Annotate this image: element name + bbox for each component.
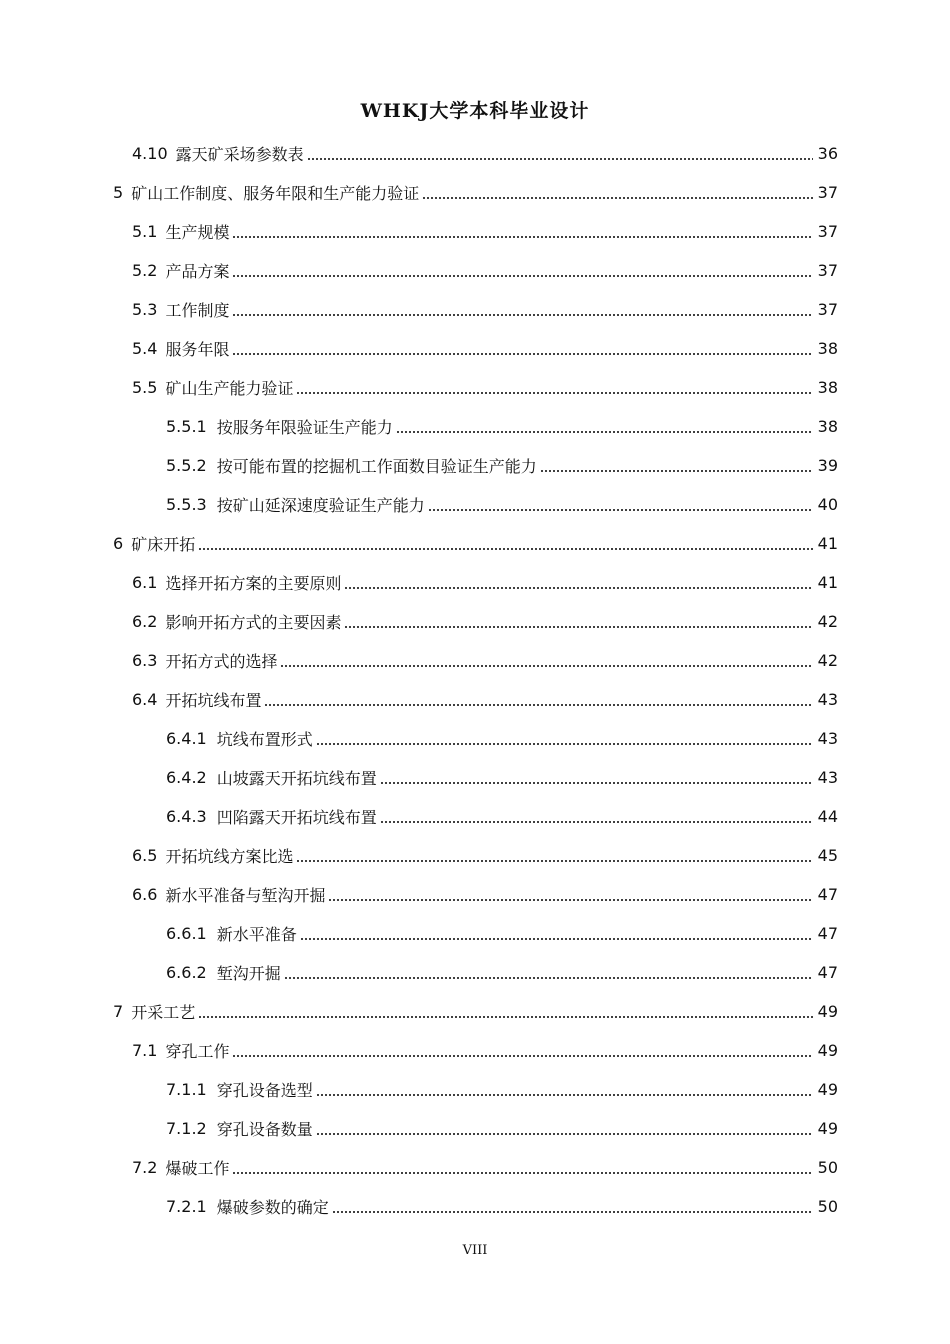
toc-entry-title: 工作制度 — [165, 300, 230, 320]
toc-entry-page: 47 — [817, 884, 838, 904]
toc-entry[interactable] — [166, 918, 838, 948]
toc-entry-page: 42 — [817, 650, 838, 670]
toc-entry[interactable] — [132, 879, 838, 909]
toc-entry-page: 44 — [817, 806, 838, 826]
toc-entry[interactable] — [132, 255, 838, 285]
toc-entry[interactable] — [132, 138, 838, 168]
toc-dot-leader — [296, 372, 813, 402]
toc-entry-number: 7.1 — [132, 1040, 158, 1060]
toc-entry[interactable] — [132, 333, 838, 363]
toc-entry[interactable] — [132, 1035, 838, 1065]
toc-entry-title: 按可能布置的挖掘机工作面数目验证生产能力 — [216, 456, 537, 476]
toc-entry-number: 5.3 — [132, 299, 158, 319]
toc-dot-leader — [307, 138, 813, 168]
toc-entry-page: 39 — [817, 455, 838, 475]
toc-dot-leader — [280, 645, 813, 675]
toc-entry-title: 开拓方式的选择 — [165, 651, 278, 671]
toc-entry[interactable] — [132, 294, 838, 324]
toc-dot-leader — [396, 411, 813, 441]
toc-dot-leader — [344, 606, 813, 636]
toc-entry-title: 堑沟开掘 — [216, 963, 281, 983]
toc-entry-number: 6.2 — [132, 611, 158, 631]
toc-entry-number: 6.4.2 — [166, 767, 207, 787]
toc-dot-leader — [380, 762, 813, 792]
toc-dot-leader — [540, 450, 813, 480]
toc-entry[interactable] — [132, 1152, 838, 1182]
toc-entry[interactable] — [166, 450, 838, 480]
toc-entry-page: 37 — [817, 260, 838, 280]
toc-entry-title: 坑线布置形式 — [216, 729, 313, 749]
toc-entry-number: 6.4.1 — [166, 728, 207, 748]
toc-entry-title: 产品方案 — [165, 261, 230, 281]
toc-entry-page: 42 — [817, 611, 838, 631]
toc-entry-title: 新水平准备 — [216, 924, 297, 944]
toc-dot-leader — [344, 567, 813, 597]
toc-dot-leader — [300, 918, 813, 948]
toc-entry-page: 43 — [817, 767, 838, 787]
toc-dot-leader — [284, 957, 813, 987]
toc-dot-leader — [232, 255, 813, 285]
toc-dot-leader — [316, 723, 813, 753]
toc-entry-title: 凹陷露天开拓坑线布置 — [216, 807, 377, 827]
toc-entry-title: 矿山生产能力验证 — [165, 378, 294, 398]
toc-entry[interactable] — [113, 996, 838, 1026]
toc-entry[interactable] — [166, 489, 838, 519]
toc-entry-page: 40 — [817, 494, 838, 514]
toc-entry-page: 43 — [817, 728, 838, 748]
toc-entry-number: 7 — [113, 1001, 124, 1021]
toc-entry-title: 爆破工作 — [165, 1158, 230, 1178]
toc-entry[interactable] — [132, 606, 838, 636]
toc-entry-title: 新水平准备与堑沟开掘 — [165, 885, 326, 905]
toc-entry-number: 7.1.2 — [166, 1118, 207, 1138]
toc-entry-number: 5.5 — [132, 377, 158, 397]
toc-entry-title: 影响开拓方式的主要因素 — [165, 612, 342, 632]
toc-entry-page: 38 — [817, 338, 838, 358]
toc-entry-title: 穿孔设备数量 — [216, 1119, 313, 1139]
toc-dot-leader — [232, 1152, 813, 1182]
toc-entry[interactable] — [166, 723, 838, 753]
toc-entry-number: 6.6 — [132, 884, 158, 904]
toc-dot-leader — [428, 489, 813, 519]
toc-entry-number: 5.4 — [132, 338, 158, 358]
toc-entry-number: 5.1 — [132, 221, 158, 241]
toc-entry-page: 49 — [817, 1079, 838, 1099]
toc-entry-number: 6.1 — [132, 572, 158, 592]
toc-entry-page: 50 — [817, 1157, 838, 1177]
toc-entry[interactable] — [166, 801, 838, 831]
toc-entry-page: 37 — [817, 182, 838, 202]
toc-entry[interactable] — [166, 1191, 838, 1221]
toc-dot-leader — [380, 801, 813, 831]
toc-entry-page: 47 — [817, 923, 838, 943]
toc-dot-leader — [328, 879, 813, 909]
toc-entry-page: 41 — [817, 533, 838, 553]
toc-entry[interactable] — [166, 1113, 838, 1143]
toc-entry-page: 37 — [817, 221, 838, 241]
toc-entry-page: 36 — [817, 143, 838, 163]
toc-entry-number: 7.1.1 — [166, 1079, 207, 1099]
toc-entry-number: 6.4 — [132, 689, 158, 709]
toc-entry[interactable] — [132, 645, 838, 675]
page-header-title: WHKJ大学本科毕业设计 — [360, 100, 590, 122]
toc-entry[interactable] — [132, 216, 838, 246]
toc-dot-leader — [422, 177, 813, 207]
toc-entry-page: 38 — [817, 416, 838, 436]
toc-entry-page: 49 — [817, 1118, 838, 1138]
toc-entry-number: 6.5 — [132, 845, 158, 865]
toc-entry[interactable] — [166, 1074, 838, 1104]
toc-dot-leader — [316, 1113, 813, 1143]
toc-entry-page: 45 — [817, 845, 838, 865]
toc-entry-number: 6.3 — [132, 650, 158, 670]
toc-entry-number: 5 — [113, 182, 124, 202]
toc-entry-title: 矿山工作制度、服务年限和生产能力验证 — [131, 183, 420, 203]
toc-entry-title: 爆破参数的确定 — [216, 1197, 329, 1217]
toc-entry-page: 50 — [817, 1196, 838, 1216]
toc-entry[interactable] — [132, 372, 838, 402]
toc-dot-leader — [316, 1074, 813, 1104]
toc-entry-title: 开拓坑线方案比选 — [165, 846, 294, 866]
toc-entry-title: 穿孔工作 — [165, 1041, 230, 1061]
toc-entry-number: 7.2.1 — [166, 1196, 207, 1216]
toc-entry-number: 4.10 — [132, 143, 168, 163]
toc-dot-leader — [198, 528, 813, 558]
toc-entry-number: 6.4.3 — [166, 806, 207, 826]
toc-entry-title: 穿孔设备选型 — [216, 1080, 313, 1100]
toc-entry-number: 5.5.2 — [166, 455, 207, 475]
toc-entry-number: 5.5.1 — [166, 416, 207, 436]
toc-entry-title: 按服务年限验证生产能力 — [216, 417, 393, 437]
toc-dot-leader — [296, 840, 813, 870]
toc-dot-leader — [198, 996, 813, 1026]
toc-dot-leader — [232, 294, 813, 324]
toc-entry-number: 5.2 — [132, 260, 158, 280]
toc-entry-page: 47 — [817, 962, 838, 982]
toc-entry-title: 矿床开拓 — [131, 534, 196, 554]
toc-entry-number: 5.5.3 — [166, 494, 207, 514]
toc-dot-leader — [232, 216, 813, 246]
toc-dot-leader — [232, 1035, 813, 1065]
toc-entry-number: 6 — [113, 533, 124, 553]
page-number: VIII — [462, 1243, 488, 1258]
toc-entry-title: 按矿山延深速度验证生产能力 — [216, 495, 425, 515]
toc-entry-page: 49 — [817, 1001, 838, 1021]
toc-entry[interactable] — [132, 567, 838, 597]
toc-entry[interactable] — [132, 840, 838, 870]
toc-entry[interactable] — [132, 684, 838, 714]
toc-entry[interactable] — [113, 528, 838, 558]
toc-entry-number: 6.6.2 — [166, 962, 207, 982]
toc-entry-page: 43 — [817, 689, 838, 709]
toc-entry-page: 37 — [817, 299, 838, 319]
toc-dot-leader — [232, 333, 813, 363]
toc-entry[interactable] — [113, 177, 838, 207]
toc-entry[interactable] — [166, 762, 838, 792]
toc-entry-title: 生产规模 — [165, 222, 230, 242]
toc-dot-leader — [332, 1191, 813, 1221]
toc-entry-number: 6.6.1 — [166, 923, 207, 943]
toc-entry-title: 开拓坑线布置 — [165, 690, 262, 710]
toc-entry-title: 露天矿采场参数表 — [175, 144, 304, 164]
toc-entry-page: 49 — [817, 1040, 838, 1060]
toc-entry[interactable] — [166, 957, 838, 987]
toc-entry-page: 41 — [817, 572, 838, 592]
toc-entry-title: 山坡露天开拓坑线布置 — [216, 768, 377, 788]
toc-entry-page: 38 — [817, 377, 838, 397]
toc-entry-number: 7.2 — [132, 1157, 158, 1177]
toc-entry-title: 服务年限 — [165, 339, 230, 359]
toc-entry[interactable] — [166, 411, 838, 441]
toc-entry-title: 选择开拓方案的主要原则 — [165, 573, 342, 593]
toc-entry-title: 开采工艺 — [131, 1002, 196, 1022]
toc-dot-leader — [264, 684, 813, 714]
